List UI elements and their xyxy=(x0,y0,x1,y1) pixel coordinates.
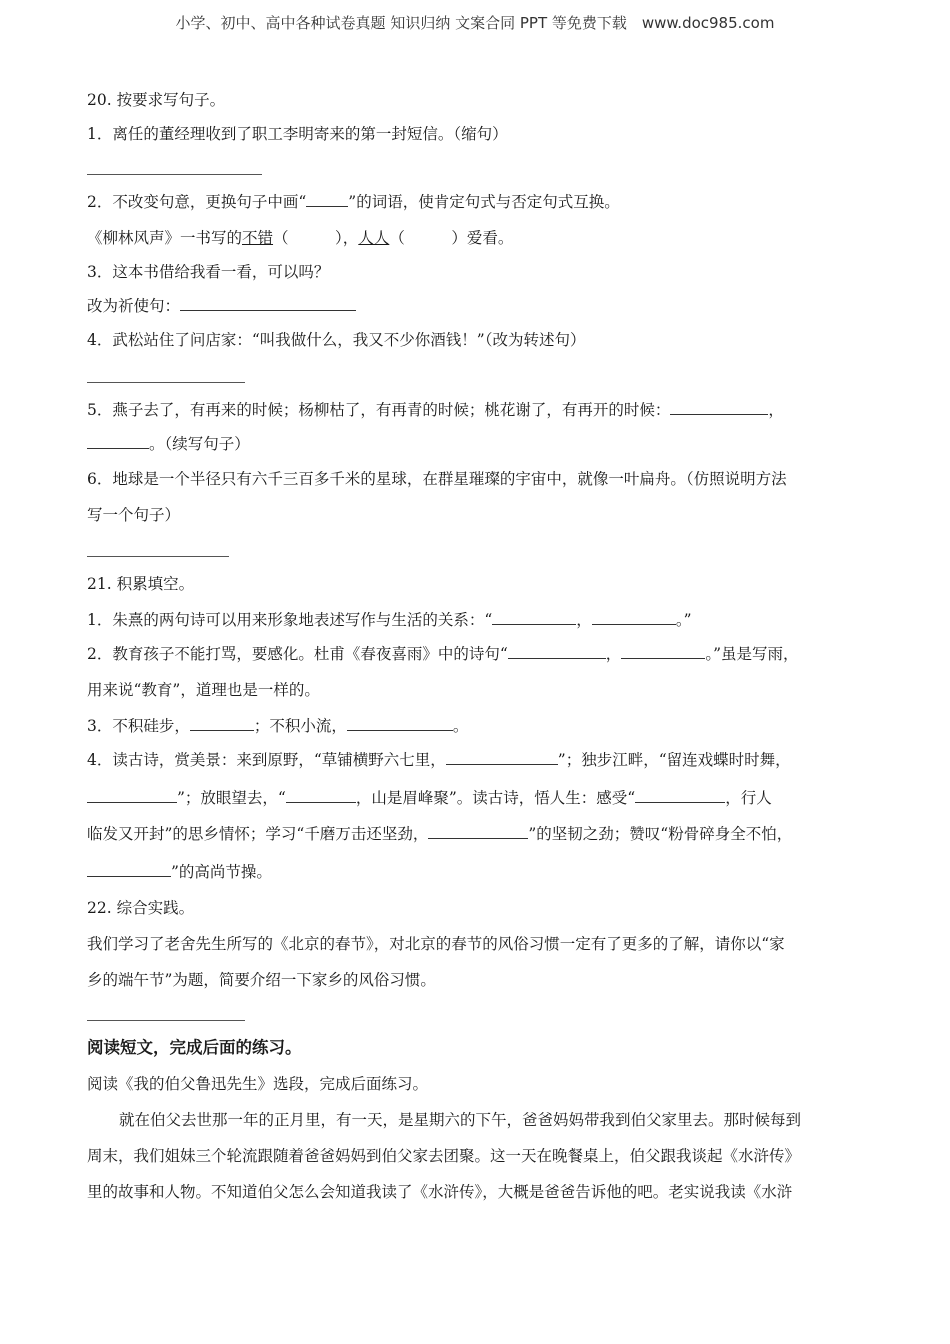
answer-blank[interactable] xyxy=(180,296,356,311)
answer-blank[interactable] xyxy=(428,824,528,839)
answer-line[interactable] xyxy=(87,556,229,557)
q20-s4: 4．武松站住了问店家：“叫我做什么，我又不少你酒钱！”（改为转述句） xyxy=(87,331,586,349)
q20-s2-sentence-a: 《柳林风声》一书写的 xyxy=(87,229,243,247)
q21-s2-comma: ， xyxy=(605,645,622,663)
q20-title: 20. 按要求写句子。 xyxy=(87,91,226,109)
q21-s4-line1 xyxy=(87,750,791,770)
q20-s5-cont xyxy=(87,434,250,454)
answer-line[interactable] xyxy=(87,174,262,175)
reading-para-line1: 就在伯父去世那一年的正月里，有一天，是星期六的下午，爸爸妈妈带我到伯父家里去。那时候每到 xyxy=(119,1111,802,1129)
q22-p1: 我们学习了老舍先生所写的《北京的春节》，对北京的春节的风俗习惯一定有了更多的了解，请你以“家 xyxy=(87,935,785,953)
q21-s4-line2 xyxy=(87,788,772,808)
q21-s1 xyxy=(87,610,692,630)
reading-intro: 阅读《我的伯父鲁迅先生》选段，完成后面练习。 xyxy=(87,1075,429,1093)
q20-s3-label: 改为祈使句： xyxy=(87,297,181,315)
q21-s3-text-a: 3．不积硅步， xyxy=(87,717,190,735)
q21-s4-text-h: ”的高尚节操。 xyxy=(171,863,272,881)
q20-s2-sentence xyxy=(87,228,513,248)
q20-s5-text: 5．燕子去了，有再来的时候；杨柳枯了，有再青的时候；桃花谢了，有再开的时候： xyxy=(87,401,671,419)
q21-s2-cont: 用来说“教育”，道理也是一样的。 xyxy=(87,681,320,699)
answer-blank[interactable] xyxy=(492,610,576,625)
q21-s1-comma: ， xyxy=(576,611,592,629)
answer-blank[interactable] xyxy=(87,862,171,877)
q21-s3-text-c: 。 xyxy=(452,717,469,735)
answer-blank[interactable] xyxy=(87,434,149,449)
q20-s3: 3．这本书借给我看一看，可以吗？ xyxy=(87,263,330,281)
word-bujie: 不错 xyxy=(242,229,274,247)
q22-p2: 乡的端午节”为题，简要介绍一下家乡的风俗习惯。 xyxy=(87,971,436,989)
reading-para-line2: 周末，我们姐妹三个轮流跟随着爸爸妈妈到伯父家去团聚。这一天在晚餐桌上，伯父跟我谈起《水浒传》 xyxy=(87,1147,801,1165)
answer-blank[interactable] xyxy=(508,644,606,659)
q20-s2 xyxy=(87,192,620,212)
answer-blank[interactable] xyxy=(347,716,453,731)
q21-s2 xyxy=(87,644,799,664)
q20-s2-sentence-c: （ ）爱看。 xyxy=(389,229,514,247)
q21-s2-text: 2．教育孩子不能打骂，要感化。杜甫《春夜喜雨》中的诗句“ xyxy=(87,645,508,663)
q20-s2-sentence-b: （ ）， xyxy=(273,229,359,247)
page-header: 小学、初中、高中各种试卷真题 知识归纳 文案合同 PPT 等免费下载 www.doc985.com xyxy=(175,14,775,32)
answer-blank[interactable] xyxy=(286,788,356,803)
answer-line[interactable] xyxy=(87,1020,245,1021)
q20-s1: 1．离任的董经理收到了职工李明寄来的第一封短信。（缩句） xyxy=(87,125,508,143)
q21-title: 21. 积累填空。 xyxy=(87,575,195,593)
q21-s4-text-a: 4．读古诗，赏美景：来到原野，“草铺横野六七里， xyxy=(87,751,446,769)
reading-heading: 阅读短文，完成后面的练习。 xyxy=(87,1038,302,1057)
answer-blank[interactable] xyxy=(592,610,676,625)
q20-s5-comma: ， xyxy=(768,401,784,419)
q20-s2-text-a: 2．不改变句意，更换句子中画“ xyxy=(87,193,307,211)
q21-s1-text: 1．朱熹的两句诗可以用来形象地表述写作与生活的关系：“ xyxy=(87,611,493,629)
q21-s3 xyxy=(87,716,468,736)
q21-s4-text-e: ，行人 xyxy=(725,789,772,807)
word-renren: 人人 xyxy=(358,229,390,247)
reading-para-line3: 里的故事和人物。不知道伯父怎么会知道我读了《水浒传》，大概是爸爸告诉他的吧。老实说我读《水浒 xyxy=(87,1183,793,1201)
q20-s3-answer xyxy=(87,296,356,316)
underline-sample xyxy=(306,192,348,207)
q21-s3-text-b: ；不积小流， xyxy=(253,717,347,735)
q20-s5-text-b: 。（续写句子） xyxy=(149,435,250,453)
q21-s4-text-b: ”；独步江畔，“留连戏蝶时时舞， xyxy=(557,751,791,769)
answer-line[interactable] xyxy=(87,382,245,383)
q21-s4-text-g: ”的坚韧之劲；赞叹“粉骨碎身全不怕， xyxy=(528,825,793,843)
q21-s4-text-c: ”；放眼望去，“ xyxy=(177,789,286,807)
q20-s6-line2: 写一个句子） xyxy=(87,506,181,524)
q21-s4-text-f: 临发又开封”的思乡情怀；学习“千磨万击还坚劲， xyxy=(87,825,429,843)
answer-blank[interactable] xyxy=(87,788,177,803)
answer-blank[interactable] xyxy=(670,400,768,415)
answer-blank[interactable] xyxy=(190,716,254,731)
q22-title: 22. 综合实践。 xyxy=(87,899,195,917)
q21-s4-text-d: ，山是眉峰聚”。读古诗，悟人生：感受“ xyxy=(355,789,636,807)
q21-s1-end: 。” xyxy=(675,611,692,629)
q20-s6-line1: 6．地球是一个半径只有六千三百多千米的星球，在群星璀璨的宇宙中，就像一叶扁舟。（仿照说明方法 xyxy=(87,470,787,488)
answer-blank[interactable] xyxy=(635,788,725,803)
q20-s2-text-b: ”的词语，使肯定句式与否定句式互换。 xyxy=(348,193,620,211)
q21-s4-line3 xyxy=(87,824,792,844)
q20-s5 xyxy=(87,400,784,420)
answer-blank[interactable] xyxy=(446,750,558,765)
answer-blank[interactable] xyxy=(621,644,705,659)
q21-s2-end: 。”虽是写雨， xyxy=(705,645,799,663)
q21-s4-line4 xyxy=(87,862,272,882)
